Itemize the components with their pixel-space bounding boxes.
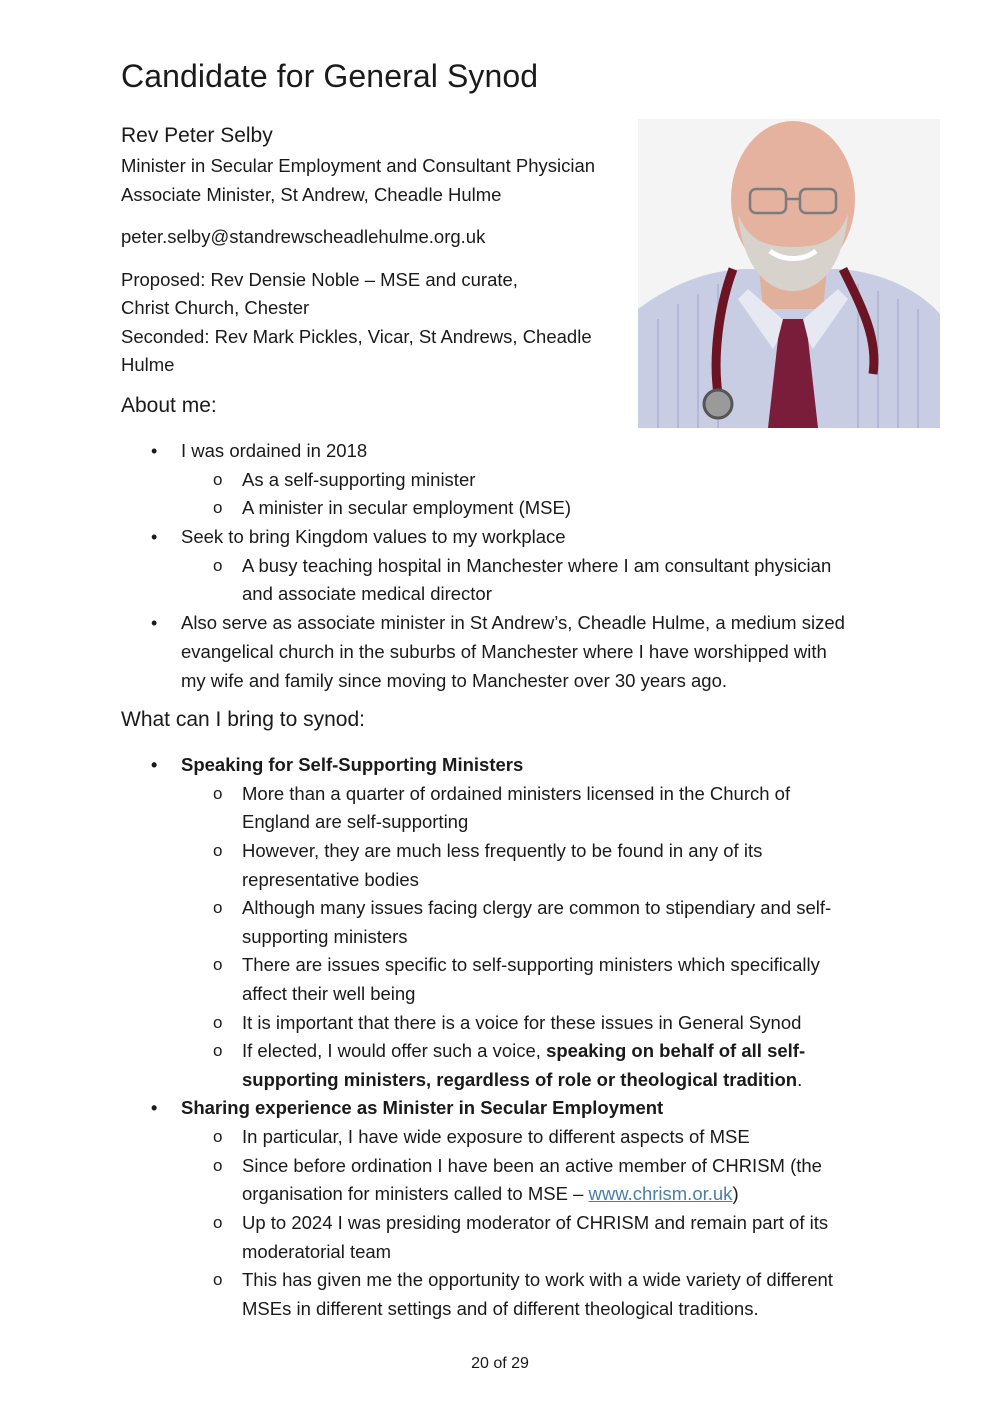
- candidate-info: [121, 120, 641, 380]
- sub-list-item: o There are issues specific to self-supporting ministers which specifically affect their well being: [121, 951, 891, 1008]
- candidate-role-1: Minister in Secular Employment and Consultant Physician: [121, 155, 596, 176]
- bullet-icon: •: [151, 441, 158, 461]
- circle-bullet-icon: o: [213, 1155, 223, 1175]
- sub-list-item: o As a self-supporting minister: [121, 466, 891, 495]
- circle-bullet-icon: o: [213, 783, 223, 803]
- sub-list-item: o Although many issues facing clergy are common to stipendiary and self- supporting ministers: [121, 894, 891, 951]
- sub-list-item: o Since before ordination I have been an active member of CHRISM (the organisation for ministers called to MSE – www.chrism.or.uk): [121, 1152, 891, 1209]
- synod-heading: What can I bring to synod:: [121, 708, 365, 731]
- about-list: [121, 437, 891, 695]
- sub-list-item: o A minister in secular employment (MSE): [121, 494, 891, 523]
- bullet-icon: •: [151, 755, 158, 775]
- sub-list-item: o In particular, I have wide exposure to different aspects of MSE: [121, 1123, 891, 1152]
- sub-list-item: o A busy teaching hospital in Manchester where I am consultant physician and associate medical director: [121, 552, 891, 609]
- list-item: • Speaking for Self-Supporting Ministers: [121, 751, 891, 780]
- candidate-email: peter.selby@standrewscheadlehulme.org.uk: [121, 226, 486, 247]
- circle-bullet-icon: o: [213, 840, 223, 860]
- list-item: • Sharing experience as Minister in Secular Employment: [121, 1094, 891, 1123]
- circle-bullet-icon: o: [213, 1041, 223, 1061]
- circle-bullet-icon: o: [213, 898, 223, 918]
- circle-bullet-icon: o: [213, 469, 223, 489]
- sub-list-item: o It is important that there is a voice for these issues in General Synod: [121, 1009, 891, 1038]
- proposed-line-2: Christ Church, Chester: [121, 297, 310, 318]
- synod-list: [121, 751, 891, 1323]
- about-heading: About me:: [121, 394, 217, 417]
- bullet-icon: •: [151, 526, 158, 547]
- page-number: 20 of 29: [471, 1355, 529, 1372]
- circle-bullet-icon: o: [213, 1270, 223, 1290]
- circle-bullet-icon: o: [213, 1212, 223, 1232]
- bullet-icon: •: [151, 612, 158, 633]
- list-item: • Seek to bring Kingdom values to my workplace: [121, 523, 891, 552]
- circle-bullet-icon: o: [213, 1127, 223, 1147]
- sub-list-item: o Up to 2024 I was presiding moderator of CHRISM and remain part of its moderatorial team: [121, 1209, 891, 1266]
- proposed-line-1: Proposed: Rev Densie Noble – MSE and curate,: [121, 268, 518, 290]
- portrait-illustration: [638, 119, 940, 428]
- circle-bullet-icon: o: [213, 955, 223, 975]
- page-title: Candidate for General Synod: [121, 58, 539, 94]
- candidate-photo: [638, 119, 940, 428]
- sub-list-item: o More than a quarter of ordained ministers licensed in the Church of England are self-supporting: [121, 780, 891, 837]
- sub-list-item: o However, they are much less frequently to be found in any of its representative bodies: [121, 837, 891, 894]
- seconded-line-2: Hulme: [121, 354, 175, 375]
- circle-bullet-icon: o: [213, 498, 223, 518]
- sub-list-item: o If elected, I would offer such a voice, speaking on behalf of all self- supporting ministers, regardless of role or theological tradition.: [121, 1037, 891, 1094]
- nominations: [121, 266, 641, 380]
- sub-list-item: o This has given me the opportunity to work with a wide variety of different MSEs in different settings and of different theological traditions.: [121, 1266, 891, 1323]
- bullet-icon: •: [151, 1098, 158, 1119]
- chrism-link[interactable]: www.chrism.or.uk: [588, 1183, 733, 1205]
- list-item: • Also serve as associate minister in St Andrew’s, Cheadle Hulme, a medium sized evangelical church in the suburbs of Manchester where I have worshipped with my wife and family since moving to Manchester over 30 years ago.: [121, 609, 891, 695]
- circle-bullet-icon: o: [213, 555, 223, 575]
- candidate-role-2: Associate Minister, St Andrew, Cheadle Hulme: [121, 183, 502, 205]
- candidate-name: Rev Peter Selby: [121, 124, 273, 147]
- seconded-line-1: Seconded: Rev Mark Pickles, Vicar, St Andrews, Cheadle: [121, 325, 592, 347]
- circle-bullet-icon: o: [213, 1012, 223, 1032]
- list-item: • I was ordained in 2018: [121, 437, 891, 466]
